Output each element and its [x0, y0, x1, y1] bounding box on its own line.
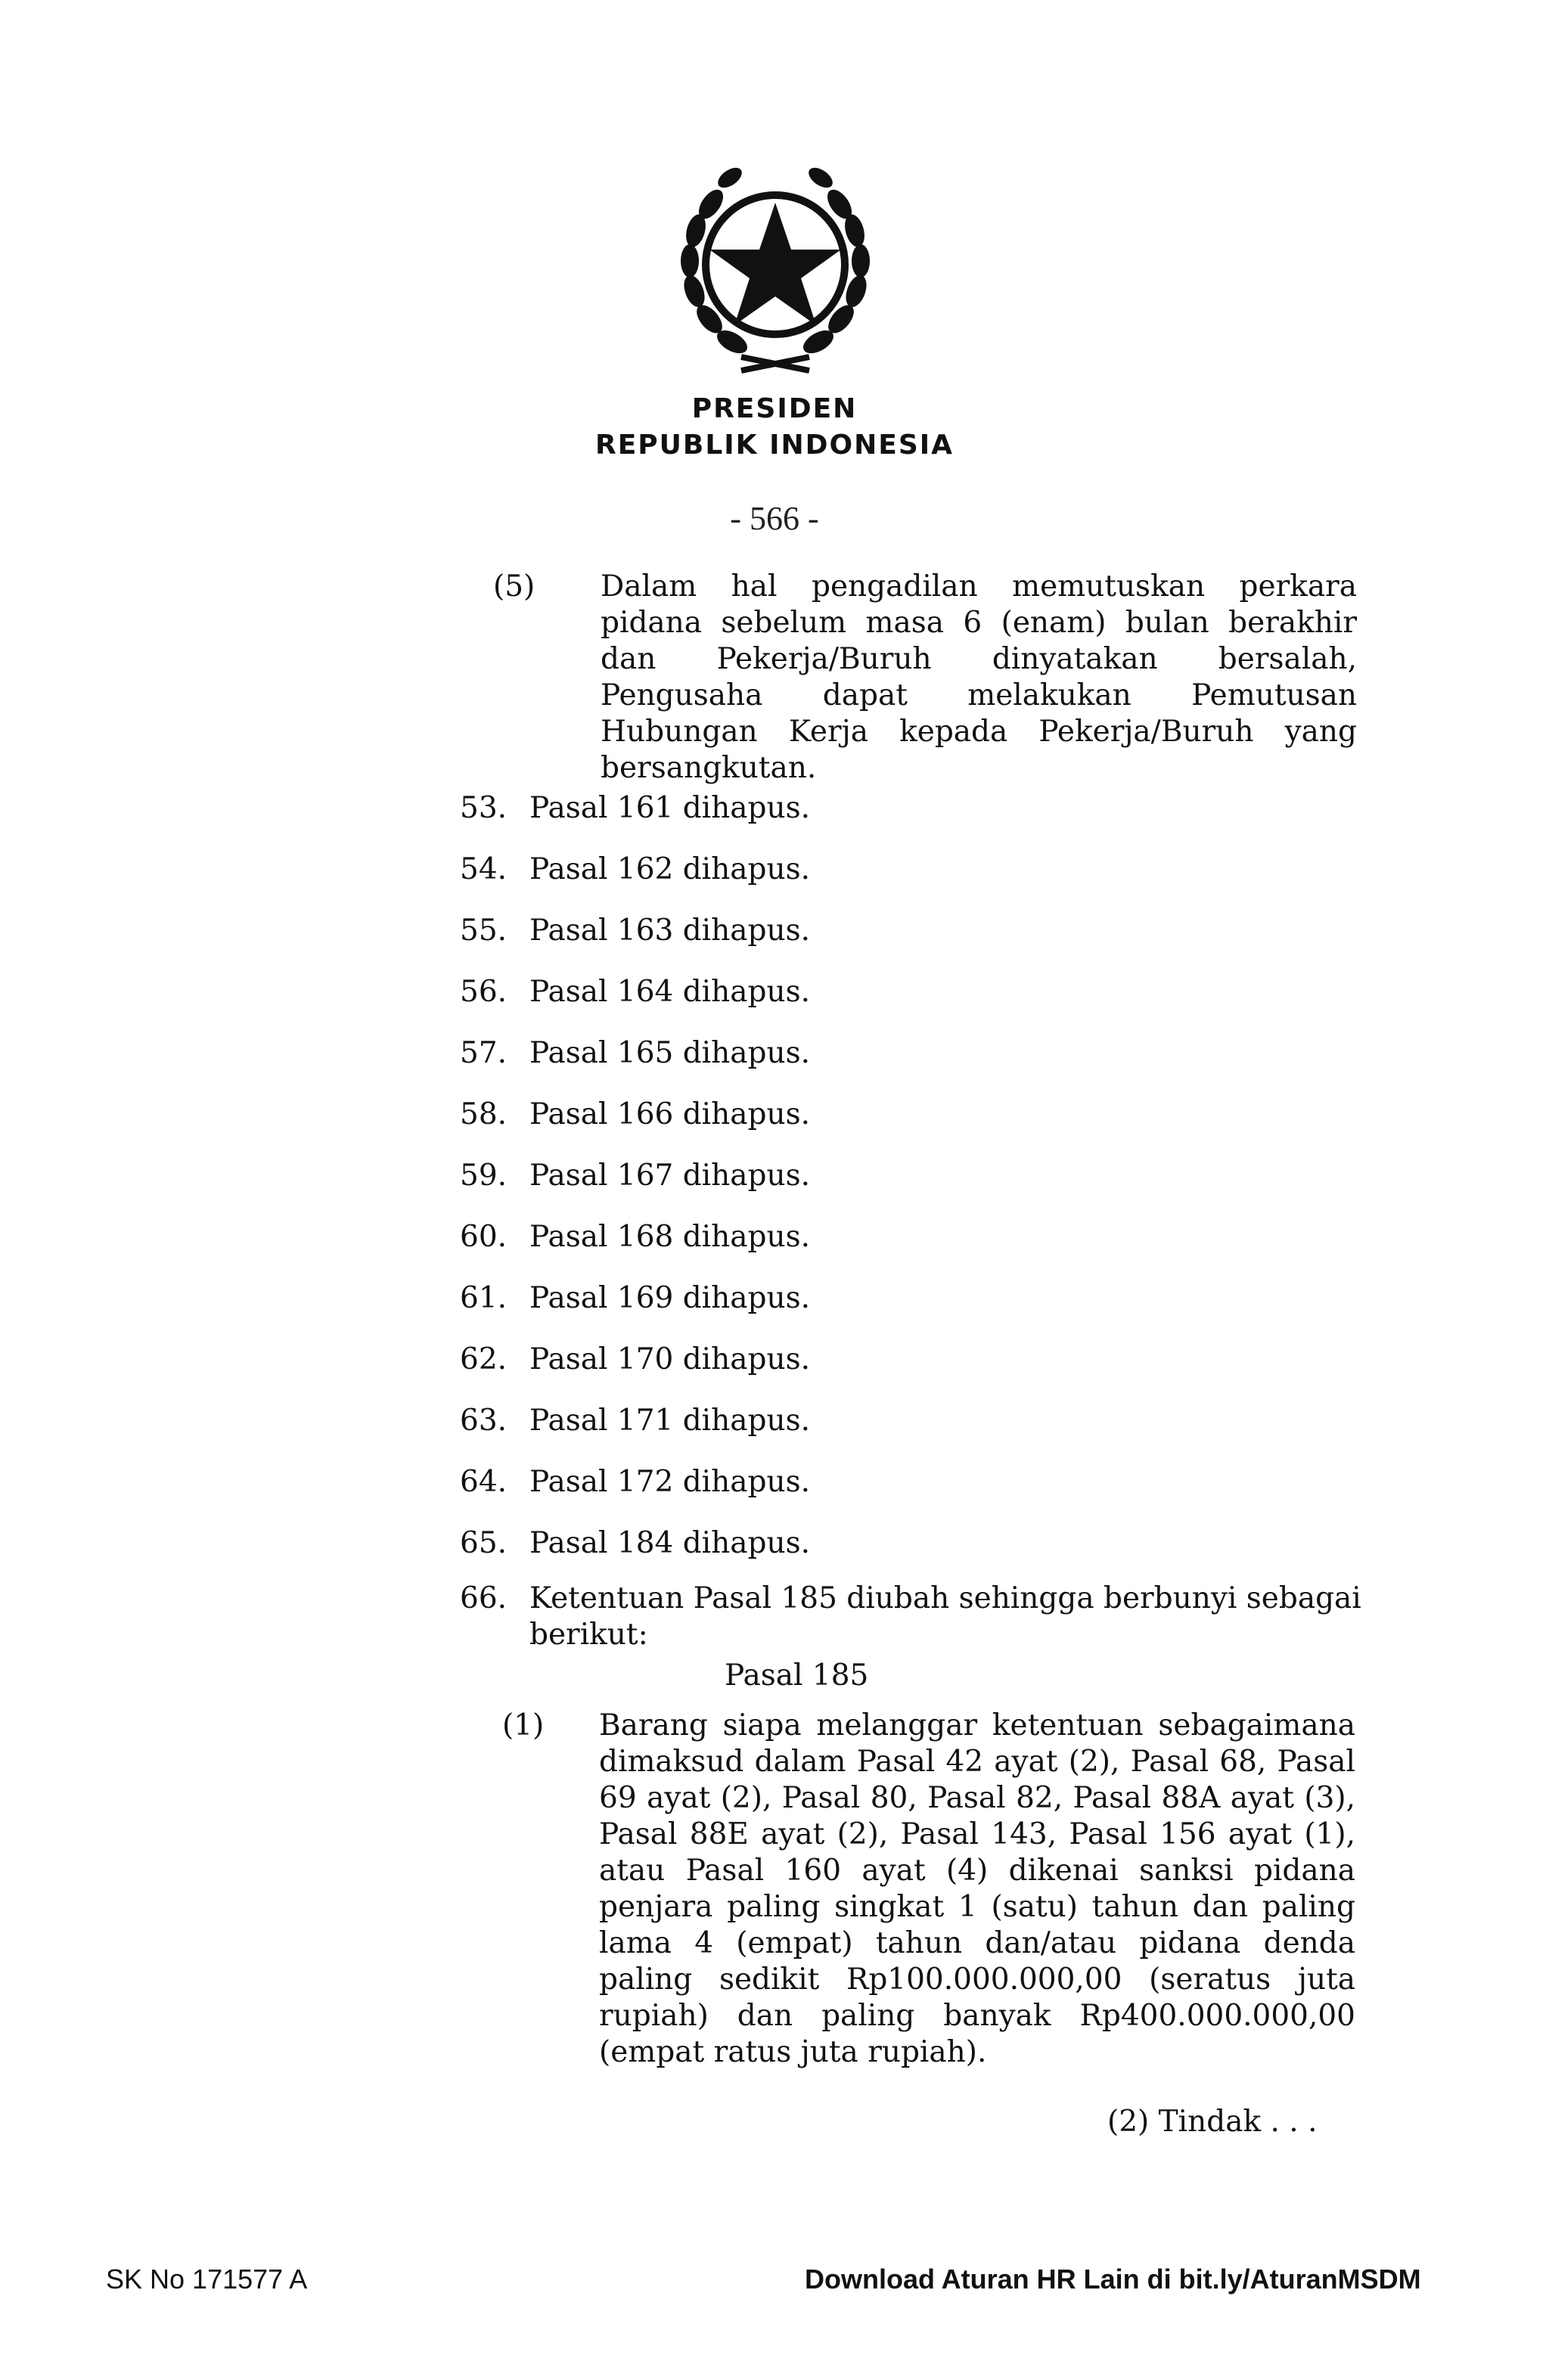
paragraph-1-label: (1)	[502, 1708, 545, 1742]
list-item-text: Pasal 168 dihapus.	[529, 1220, 811, 1254]
list-item-text: Pasal 163 dihapus.	[529, 914, 811, 948]
list-item-text: Pasal 184 dihapus.	[529, 1526, 811, 1560]
list-item-text: Pasal 170 dihapus.	[529, 1342, 811, 1376]
article-heading: Pasal 185	[725, 1659, 869, 1693]
list-item-text: Pasal 165 dihapus.	[529, 1036, 811, 1070]
list-item-number: 61.	[460, 1281, 508, 1315]
list-item-text: Pasal 169 dihapus.	[529, 1281, 811, 1315]
list-item-number: 62.	[460, 1342, 508, 1376]
paragraph-1-text: Barang siapa melanggar ketentuan sebagaimana dimaksud dalam Pasal 42 ayat (2), Pasal 68, Pasal 69 ayat (2), Pasal 80, Pasal 82, Pasal 88A ayat (3), Pasal 88E ayat (2), Pasal 143, Pasal 156 ayat (1), atau Pasal 160 ayat (4) dikenai sanksi pidana penjara paling singkat 1 (satu) tahun dan paling lama 4 (empat) tahun dan/atau pidana denda paling sedikit Rp100.000.000,00 (seratus juta rupiah) dan paling banyak Rp400.000.000,00 (empat ratus juta rupiah).	[599, 1708, 1355, 2069]
list-item-number: 66.	[460, 1581, 508, 1615]
list-item-number: 60.	[460, 1220, 508, 1254]
list-item-number: 63.	[460, 1404, 508, 1438]
paragraph-5-label: (5)	[493, 569, 535, 604]
list-item-text: Pasal 164 dihapus.	[529, 975, 811, 1009]
footer-download-link[interactable]: Download Aturan HR Lain di bit.ly/AturanMSDM	[805, 2264, 1421, 2295]
header-presiden: PRESIDEN	[691, 393, 858, 424]
list-item-number: 54.	[460, 852, 508, 886]
list-item-number: 64.	[460, 1465, 508, 1499]
list-item-text: Pasal 162 dihapus.	[529, 852, 811, 886]
list-item-number: 56.	[460, 975, 508, 1009]
emblem-star-wreath-icon	[666, 144, 885, 386]
list-item-text: Ketentuan Pasal 185 diubah sehingga berbunyi sebagai berikut:	[529, 1581, 1361, 1652]
list-item-number: 57.	[460, 1036, 508, 1070]
continuation-catchword: (2) Tindak . . .	[1107, 2105, 1318, 2139]
list-item-text: Pasal 166 dihapus.	[529, 1097, 811, 1131]
list-item-number: 55.	[460, 914, 508, 948]
list-item-number: 58.	[460, 1097, 508, 1131]
footer-document-code: SK No 171577 A	[106, 2264, 308, 2295]
list-item-number: 65.	[460, 1526, 508, 1560]
list-item-text: Pasal 161 dihapus.	[529, 791, 811, 825]
list-item-text: Pasal 172 dihapus.	[529, 1465, 811, 1499]
list-item-text: Pasal 167 dihapus.	[529, 1159, 811, 1193]
paragraph-5-text: Dalam hal pengadilan memutuskan perkara pidana sebelum masa 6 (enam) bulan berakhir dan Pekerja/Buruh dinyatakan bersalah, Pengusaha dapat melakukan Pemutusan Hubungan Kerja kepada Pekerja/Buruh yang bersangkutan.	[601, 569, 1357, 785]
page-number: - 566 -	[730, 500, 819, 537]
list-item-number: 53.	[460, 791, 508, 825]
list-item-number: 59.	[460, 1159, 508, 1193]
list-item-text: Pasal 171 dihapus.	[529, 1404, 811, 1438]
header-republik-indonesia: REPUBLIK INDONESIA	[594, 430, 955, 461]
